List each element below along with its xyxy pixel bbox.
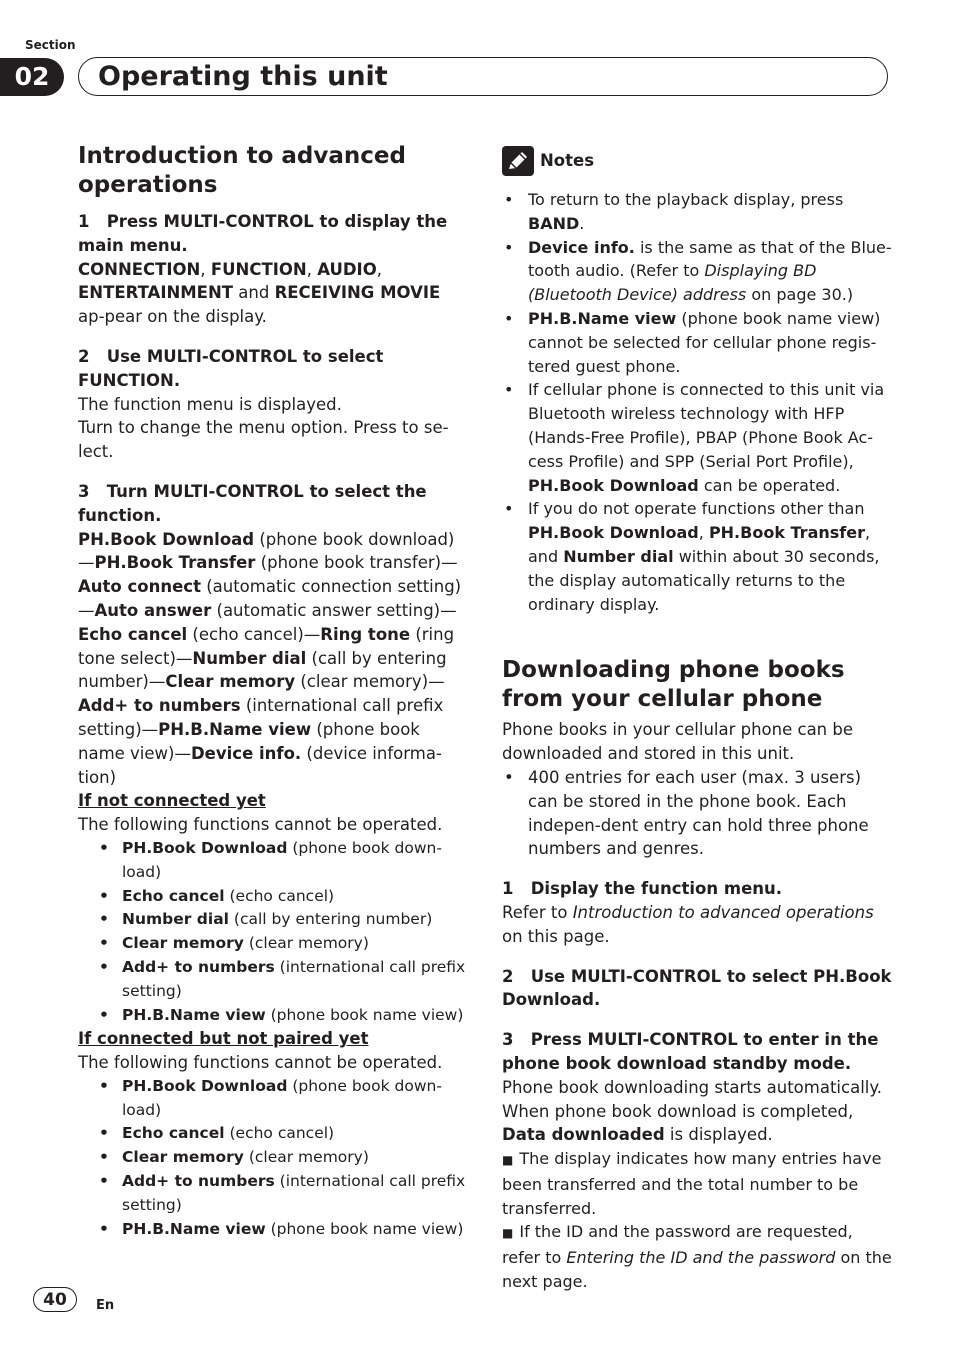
- step-2-title: 2 Use MULTI-CONTROL to select FUNCTION.: [78, 346, 384, 390]
- list-item: • Clear memory (clear memory): [78, 932, 470, 956]
- step-1-body: CONNECTION, FUNCTION, AUDIO, ENTERTAINMENT and RECEIVING MOVIE ap-pear on the display.: [78, 259, 441, 327]
- step-2-line-2: Turn to change the menu option. Press to se-lect.: [78, 418, 449, 462]
- dl-step-2-title: 2 Use MULTI-CONTROL to select PH.Book Download.: [502, 966, 892, 1010]
- dl-note-2: ■ If the ID and the password are requested, refer to Entering the ID and the password on the next page.: [502, 1222, 892, 1292]
- list-item: • PH.Book Download (phone book down-load): [78, 1075, 470, 1123]
- download-bullets: [502, 766, 894, 861]
- dl-note-1: ■ The display indicates how many entries have been transferred and the total number to be transferred.: [502, 1149, 882, 1218]
- step-2-line-1: The function menu is displayed.: [78, 394, 342, 414]
- dl-step-3-title: 3 Press MULTI-CONTROL to enter in the phone book download standby mode.: [502, 1030, 879, 1073]
- list-item: • Add+ to numbers (international call prefix setting): [78, 956, 470, 1004]
- list-item: • Clear memory (clear memory): [78, 1146, 470, 1170]
- list-item: • 400 entries for each user (max. 3 users) can be stored in the phone book. Each indepen-dent entry can hold three phone numbers and genres.: [502, 766, 894, 861]
- list-item: • PH.Book Download (phone book down-load): [78, 837, 470, 885]
- list-item: • PH.B.Name view (phone book name view): [78, 1218, 470, 1242]
- right-column: [502, 146, 894, 1294]
- not-connected-intro: The following functions cannot be operated.: [78, 815, 443, 835]
- list-item: • Echo cancel (echo cancel): [78, 885, 470, 909]
- note-item: • To return to the playback display, press BAND.: [502, 188, 894, 236]
- page-title: Operating this unit: [98, 61, 388, 92]
- square-bullet-icon: ■: [502, 1153, 514, 1168]
- notes-header: [502, 146, 894, 176]
- section-number: 02: [0, 58, 64, 96]
- list-item: • Add+ to numbers (international call prefix setting): [78, 1170, 470, 1218]
- step-1-title: 1 Press MULTI-CONTROL to display the main menu.: [78, 212, 448, 255]
- download-heading: Downloading phone books from your cellular phone: [502, 657, 845, 713]
- language-label: En: [96, 1298, 115, 1313]
- not-connected-heading: If not connected yet: [78, 791, 266, 811]
- function-list: PH.Book Download (phone book download)—PH.Book Transfer (phone book transfer)—Auto connect (automatic connection setting)—Auto answer (automatic answer setting)—Echo cancel (echo cancel)—Ring tone (ring tone select)—Number dial (call by entering number)—Clear memory (clear memory)—Add+ to numbers (international call prefix setting)—PH.B.Name view (phone book name view)—Device info. (device informa-tion): [78, 529, 462, 787]
- not-paired-intro: The following functions cannot be operated.: [78, 1053, 443, 1073]
- step-3-title: 3 Turn MULTI-CONTROL to select the function.: [78, 481, 427, 525]
- note-item: • PH.B.Name view (phone book name view) cannot be selected for cellular phone regis-tered guest phone.: [502, 307, 894, 378]
- notes-title: Notes: [540, 151, 595, 171]
- notes-list: [502, 188, 894, 616]
- intro-heading: Introduction to advanced operations: [78, 143, 406, 198]
- not-paired-heading: If connected but not paired yet: [78, 1029, 369, 1049]
- left-column: [78, 142, 470, 1241]
- page-number: 40: [33, 1287, 77, 1312]
- note-item: • Device info. is the same as that of the Blue-tooth audio. (Refer to Displaying BD (Bluetooth Device) address on page 30.): [502, 236, 894, 307]
- dl-step-1-title: 1 Display the function menu.: [502, 879, 783, 899]
- list-item: • PH.B.Name view (phone book name view): [78, 1004, 470, 1028]
- dl-step-1-body: Refer to Introduction to advanced operations on this page.: [502, 902, 874, 946]
- note-item: • If cellular phone is connected to this unit via Bluetooth wireless technology with HFP (Hands-Free Profile), PBAP (Phone Book Ac-cess Profile) and SPP (Serial Port Profile), PH.Book Download can be operated.: [502, 378, 894, 497]
- square-bullet-icon: ■: [502, 1226, 514, 1241]
- not-connected-list: [78, 837, 470, 1027]
- section-label: Section: [25, 38, 76, 52]
- not-paired-list: [78, 1075, 470, 1242]
- download-intro: Phone books in your cellular phone can be downloaded and stored in this unit.: [502, 720, 854, 764]
- list-item: • Number dial (call by entering number): [78, 908, 470, 932]
- notes-pencil-icon: [502, 146, 534, 176]
- dl-step-3-body: Phone book downloading starts automatically. When phone book download is completed, Data downloaded is displayed.: [502, 1077, 883, 1145]
- note-item: • If you do not operate functions other than PH.Book Download, PH.Book Transfer, and Number dial within about 30 seconds, the display automatically returns to the ordinary display.: [502, 497, 894, 616]
- list-item: • Echo cancel (echo cancel): [78, 1122, 470, 1146]
